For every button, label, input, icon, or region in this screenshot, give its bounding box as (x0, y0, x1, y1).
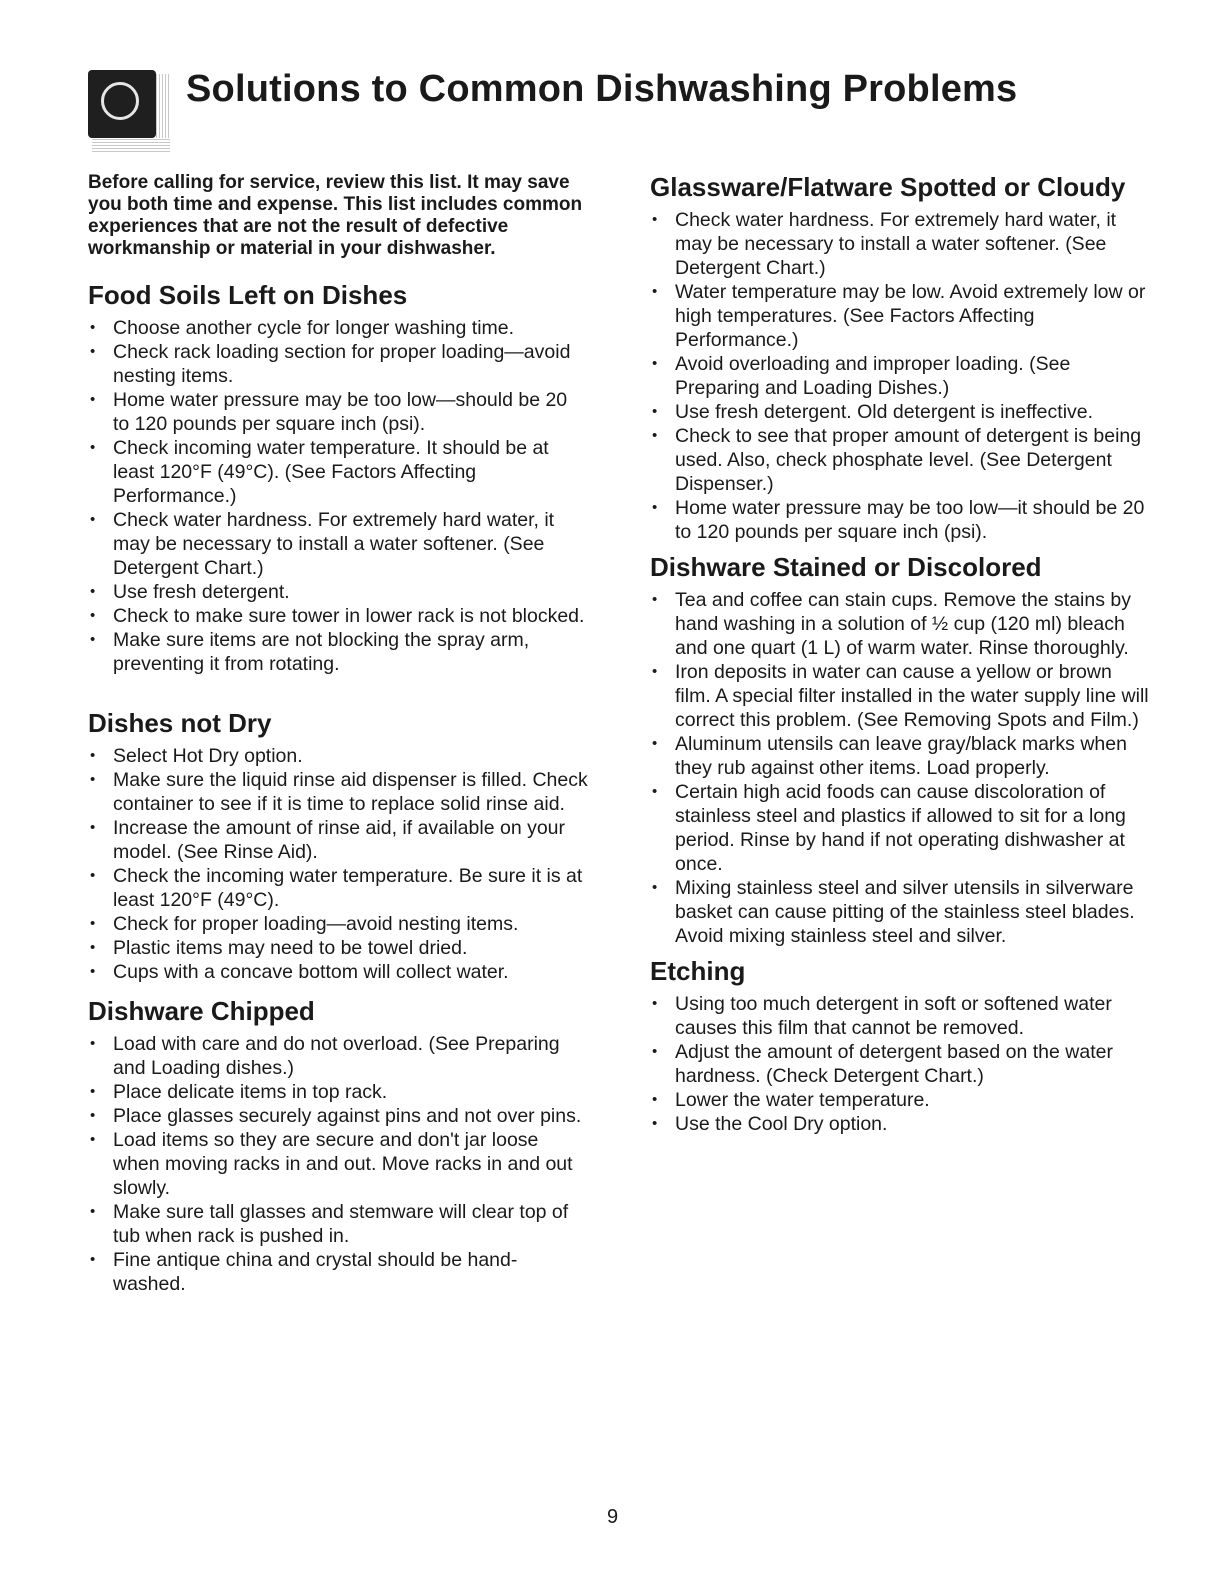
list-item: • Check water hardness. For extremely hard water, it may be necessary to install a water softener. (See Detergent Chart.) (650, 208, 1150, 280)
list-item: • Cups with a concave bottom will collect water. (88, 960, 588, 984)
list-item: • Load items so they are secure and don't jar loose when moving racks in and out. Move racks in and out slowly. (88, 1128, 588, 1200)
bullet-list (650, 588, 1150, 948)
list-item: • Choose another cycle for longer washing time. (88, 316, 588, 340)
list-item: • Avoid overloading and improper loading. (See Preparing and Loading Dishes.) (650, 352, 1150, 400)
list-item: • Load with care and do not overload. (See Preparing and Loading dishes.) (88, 1032, 588, 1080)
right-column (650, 172, 1150, 1136)
dishwasher-section-icon (88, 70, 174, 156)
list-item: • Make sure the liquid rinse aid dispenser is filled. Check container to see if it is time to replace solid rinse aid. (88, 768, 588, 816)
page-header (88, 64, 1168, 160)
section-dishware-stained (650, 552, 1150, 948)
list-item: • Check the incoming water temperature. Be sure it is at least 120°F (49°C). (88, 864, 588, 912)
list-item: • Iron deposits in water can cause a yellow or brown film. A special filter installed in the water supply line will correct this problem. (See Removing Spots and Film.) (650, 660, 1150, 732)
list-item: • Aluminum utensils can leave gray/black marks when they rub against other items. Load properly. (650, 732, 1150, 780)
section-heading: Food Soils Left on Dishes (88, 280, 408, 310)
list-item: • Lower the water temperature. (650, 1088, 1150, 1112)
list-item: • Plastic items may need to be towel dried. (88, 936, 588, 960)
list-item: • Fine antique china and crystal should be hand-washed. (88, 1248, 588, 1296)
list-item: • Select Hot Dry option. (88, 744, 588, 768)
list-item: • Use fresh detergent. Old detergent is ineffective. (650, 400, 1150, 424)
section-dishes-not-dry (88, 708, 588, 984)
list-item: • Adjust the amount of detergent based on the water hardness. (Check Detergent Chart.) (650, 1040, 1150, 1088)
list-item: • Check incoming water temperature. It should be at least 120°F (49°C). (See Factors Affecting Performance.) (88, 436, 588, 508)
list-item: • Tea and coffee can stain cups. Remove the stains by hand washing in a solution of ½ cup (120 ml) bleach and one quart (1 L) of warm water. Rinse thoroughly. (650, 588, 1150, 660)
section-heading: Dishware Chipped (88, 996, 315, 1026)
list-item: • Use the Cool Dry option. (650, 1112, 1150, 1136)
bullet-list (650, 992, 1150, 1136)
bullet-list (650, 208, 1150, 544)
list-item: • Home water pressure may be too low—should be 20 to 120 pounds per square inch (psi). (88, 388, 588, 436)
page-number: 9 (606, 1506, 619, 1528)
list-item: • Make sure items are not blocking the spray arm, preventing it from rotating. (88, 628, 588, 676)
section-food-soils (88, 280, 588, 676)
bullet-list (88, 744, 588, 984)
list-item: • Place glasses securely against pins and not over pins. (88, 1104, 588, 1128)
section-glassware-spotted (650, 172, 1150, 544)
list-item: • Check rack loading section for proper loading—avoid nesting items. (88, 340, 588, 388)
list-item: • Use fresh detergent. (88, 580, 588, 604)
list-item: • Place delicate items in top rack. (88, 1080, 588, 1104)
bullet-list (88, 316, 588, 676)
section-heading: Glassware/Flatware Spotted or Cloudy (650, 172, 1126, 202)
page-title: Solutions to Common Dishwashing Problems (186, 68, 1018, 110)
list-item: • Certain high acid foods can cause discoloration of stainless steel and plastics if allowed to sit for a long period. Rinse by hand if not operating dishwasher at once. (650, 780, 1150, 876)
list-item: • Make sure tall glasses and stemware will clear top of tub when rack is pushed in. (88, 1200, 588, 1248)
list-item: • Check for proper loading—avoid nesting items. (88, 912, 588, 936)
list-item: • Check to make sure tower in lower rack is not blocked. (88, 604, 588, 628)
list-item: • Water temperature may be low. Avoid extremely low or high temperatures. (See Factors Affecting Performance.) (650, 280, 1150, 352)
section-etching (650, 956, 1150, 1136)
section-heading: Dishes not Dry (88, 708, 272, 738)
section-dishware-chipped (88, 996, 588, 1296)
intro-paragraph: Before calling for service, review this list. It may save you both time and expense. This list includes common experiences that are not the result of defective workmanship or material in your dishwasher. (88, 172, 583, 259)
section-heading: Dishware Stained or Discolored (650, 552, 1042, 582)
list-item: • Mixing stainless steel and silver utensils in silverware basket can cause pitting of the stainless steel blades. Avoid mixing stainless steel and silver. (650, 876, 1150, 948)
section-heading: Etching (650, 956, 746, 986)
list-item: • Increase the amount of rinse aid, if available on your model. (See Rinse Aid). (88, 816, 588, 864)
list-item: • Home water pressure may be too low—it should be 20 to 120 pounds per square inch (psi). (650, 496, 1150, 544)
list-item: • Using too much detergent in soft or softened water causes this film that cannot be removed. (650, 992, 1150, 1040)
bullet-list (88, 1032, 588, 1296)
list-item: • Check to see that proper amount of detergent is being used. Also, check phosphate level. (See Detergent Dispenser.) (650, 424, 1150, 496)
left-column (88, 172, 588, 1296)
list-item: • Check water hardness. For extremely hard water, it may be necessary to install a water softener. (See Detergent Chart.) (88, 508, 588, 580)
